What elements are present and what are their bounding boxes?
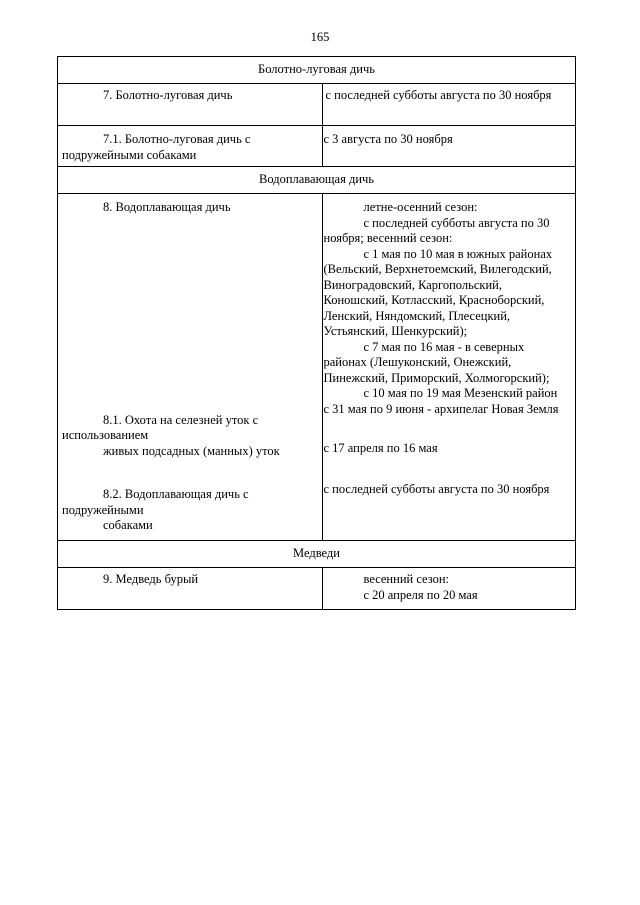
period-cell xyxy=(322,568,576,610)
game-name: 7. Болотно-луговая дичь xyxy=(103,88,233,102)
hunting-period: с 3 августа по 30 ноября xyxy=(323,132,453,146)
hunting-seasons-table xyxy=(57,56,576,610)
section-header-waterfowl xyxy=(58,167,576,194)
game-name-cell xyxy=(58,84,323,126)
game-name-line: подружейными собаками xyxy=(62,147,197,162)
game-name-line: 7.1. Болотно-луговая дичь с xyxy=(103,132,251,146)
period-line: Виноградовский, Каргопольский, xyxy=(323,277,502,292)
period-line: Ленский, Няндомский, Плесецкий, xyxy=(323,308,511,323)
period-line: (Вельский, Верхнетоемский, Вилегодский, xyxy=(323,262,552,276)
period-line: с 20 апреля по 20 мая xyxy=(363,587,478,602)
game-name: 8. Водоплавающая дичь xyxy=(103,200,231,214)
period-line: летне-осенний сезон: xyxy=(363,200,478,214)
game-name-cell xyxy=(58,194,323,541)
period-line: весенний сезон: xyxy=(363,572,449,586)
game-name-cell xyxy=(58,126,323,167)
period-line: Пинежский, Приморский, Холмогорский); xyxy=(323,370,550,385)
game-name-line: собаками xyxy=(103,518,153,532)
period-line: районах (Лешуконский, Онежский, xyxy=(323,355,512,369)
period-cell xyxy=(322,194,576,541)
period-line: с последней субботы августа по 30 xyxy=(363,215,550,230)
game-name-line: 8.2. Водоплавающая дичь с xyxy=(103,487,249,501)
period-cell xyxy=(322,84,576,126)
section-title: Болотно-луговая дичь xyxy=(58,57,576,84)
game-name-line: подружейными xyxy=(62,502,144,517)
section-title: Медведи xyxy=(58,541,576,568)
table-row xyxy=(58,126,576,167)
table-row xyxy=(58,568,576,610)
table-row xyxy=(58,194,576,541)
section-header-marsh-game xyxy=(58,57,576,84)
period-line: с 10 мая по 19 мая Мезенский район xyxy=(363,386,558,400)
period-cell xyxy=(322,126,576,167)
period-line: с 31 мая по 9 июня - архипелаг Новая Земля xyxy=(323,401,559,416)
hunting-period: с 17 апреля по 16 мая xyxy=(323,441,438,455)
period-line: ноября; весенний сезон: xyxy=(323,231,453,245)
period-line: Коношский, Котласский, Красноборский, xyxy=(323,293,545,307)
hunting-period: с последней субботы августа по 30 ноября xyxy=(325,88,552,102)
game-name-line: 8.1. Охота на селезней уток с xyxy=(103,412,259,427)
table-row xyxy=(58,84,576,126)
hunting-period: с последней субботы августа по 30 ноября xyxy=(323,481,550,496)
section-title: Водоплавающая дичь xyxy=(58,167,576,194)
page-number: 165 xyxy=(310,30,330,44)
game-name-line: использованием xyxy=(62,428,149,442)
section-header-bears xyxy=(58,541,576,568)
period-line: с 7 мая по 16 мая - в северных xyxy=(363,339,525,354)
period-line: с 1 мая по 10 мая в южных районах xyxy=(363,246,553,261)
game-name-cell xyxy=(58,568,323,610)
period-line: Устьянский, Шенкурский); xyxy=(323,324,468,338)
game-name: 9. Медведь бурый xyxy=(103,572,199,586)
game-name-line: живых подсадных (манных) уток xyxy=(103,443,280,458)
